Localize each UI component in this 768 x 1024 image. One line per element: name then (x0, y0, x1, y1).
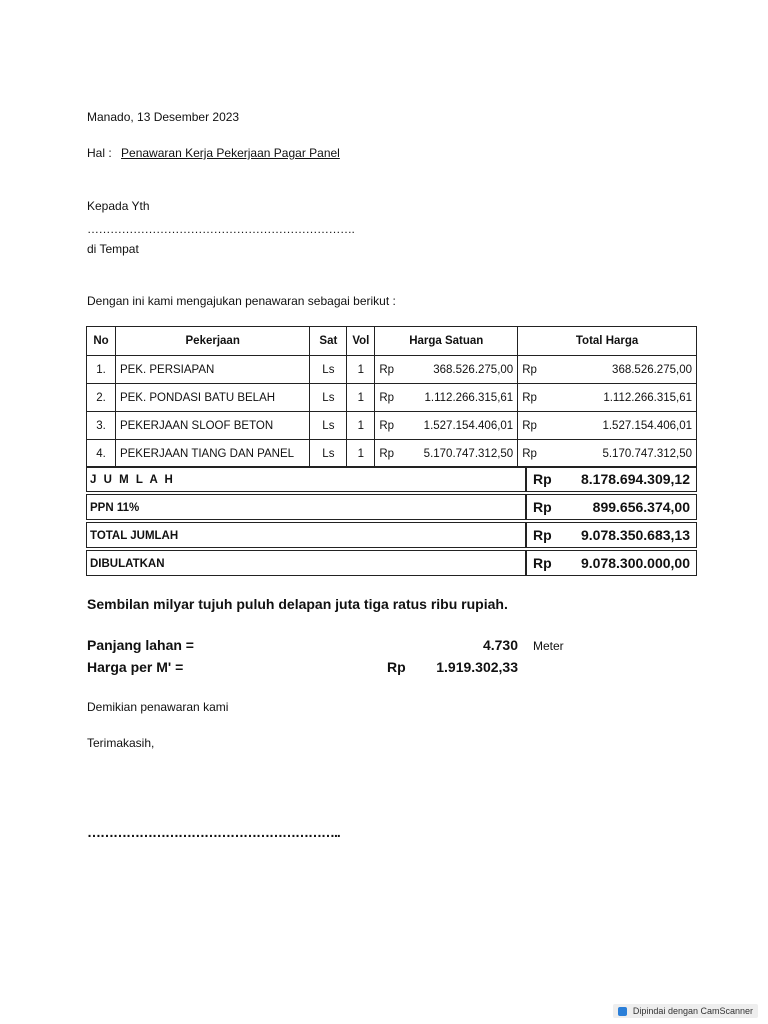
row-harga-rp: Rp (375, 440, 402, 468)
summary-total-jumlah (86, 522, 697, 550)
row-harga: 1.527.154.406,01 (402, 412, 518, 440)
harga-per-meter-label: Harga per M' = (87, 659, 184, 675)
recipient-place: di Tempat (87, 242, 139, 256)
header-total-harga: Total Harga (518, 327, 697, 356)
summary-dibulatkan (86, 550, 697, 578)
summary-ppn (86, 494, 697, 522)
scanner-badge (613, 1004, 758, 1018)
subject-text: Penawaran Kerja Pekerjaan Pagar Panel (121, 146, 340, 160)
row-no: 4. (87, 440, 116, 468)
header-sat: Sat (310, 327, 347, 356)
table-row (87, 384, 697, 412)
summary-rp: Rp (533, 499, 552, 515)
panjang-lahan-label: Panjang lahan = (87, 637, 194, 653)
row-no: 2. (87, 384, 116, 412)
row-no: 1. (87, 356, 116, 384)
summary-value: 8.178.694.309,12 (581, 471, 690, 487)
header-pekerjaan: Pekerjaan (115, 327, 309, 356)
row-sat: Ls (310, 356, 347, 384)
summary-rp: Rp (533, 555, 552, 571)
intro-text: Dengan ini kami mengajukan penawaran sebagai berikut : (87, 294, 396, 308)
row-vol: 1 (347, 356, 375, 384)
header-vol: Vol (347, 327, 375, 356)
row-sat: Ls (310, 412, 347, 440)
summary-value-box (526, 522, 697, 548)
summary-label: J U M L A H (86, 466, 526, 492)
row-sat: Ls (310, 384, 347, 412)
row-total-rp: Rp (518, 440, 545, 468)
summary-jumlah (86, 466, 697, 494)
row-total-rp: Rp (518, 384, 545, 412)
scanner-badge-text: Dipindai dengan CamScanner (632, 1006, 753, 1016)
recipient-heading: Kepada Yth (87, 199, 150, 213)
table-row (87, 356, 697, 384)
row-harga-rp: Rp (375, 384, 402, 412)
closing-text: Demikian penawaran kami (87, 700, 229, 714)
row-pekerjaan: PEK. PERSIAPAN (115, 356, 309, 384)
subject-label: Hal : (87, 146, 112, 160)
row-pekerjaan: PEK. PONDASI BATU BELAH (115, 384, 309, 412)
row-total-rp: Rp (518, 412, 545, 440)
header-harga-satuan: Harga Satuan (375, 327, 518, 356)
summary-rp: Rp (533, 527, 552, 543)
camscanner-icon (618, 1007, 627, 1016)
row-harga-rp: Rp (375, 412, 402, 440)
row-total: 368.526.275,00 (545, 356, 697, 384)
row-total: 1.527.154.406,01 (545, 412, 697, 440)
header-no: No (87, 327, 116, 356)
table-row (87, 412, 697, 440)
summary-value: 9.078.300.000,00 (581, 555, 690, 571)
amount-in-words: Sembilan milyar tujuh puluh delapan juta tiga ratus ribu rupiah. (87, 596, 508, 612)
quotation-table (86, 326, 697, 468)
recipient-dots: ……………………………………………………………. (87, 222, 355, 236)
summary-rp: Rp (533, 471, 552, 487)
summary-label: TOTAL JUMLAH (86, 522, 526, 548)
summary-value-box (526, 550, 697, 576)
row-no: 3. (87, 412, 116, 440)
summary-value-box (526, 466, 697, 492)
row-vol: 1 (347, 440, 375, 468)
row-total-rp: Rp (518, 356, 545, 384)
place-date: Manado, 13 Desember 2023 (87, 110, 240, 124)
thanks-text: Terimakasih, (87, 736, 155, 750)
row-vol: 1 (347, 412, 375, 440)
summary-value-box (526, 494, 697, 520)
harga-per-meter-value: 1.919.302,33 (436, 659, 518, 675)
signature-line: ………………………………………………….. (87, 824, 340, 840)
row-pekerjaan: PEKERJAAN TIANG DAN PANEL (115, 440, 309, 468)
row-total: 5.170.747.312,50 (545, 440, 697, 468)
row-pekerjaan: PEKERJAAN SLOOF BETON (115, 412, 309, 440)
row-sat: Ls (310, 440, 347, 468)
row-harga: 5.170.747.312,50 (402, 440, 518, 468)
row-total: 1.112.266.315,61 (545, 384, 697, 412)
row-harga: 368.526.275,00 (402, 356, 518, 384)
panjang-lahan-value: 4.730 (482, 637, 518, 653)
row-harga-rp: Rp (375, 356, 402, 384)
table-header-row (87, 327, 697, 356)
summary-value: 9.078.350.683,13 (581, 527, 690, 543)
row-vol: 1 (347, 384, 375, 412)
table-row (87, 440, 697, 468)
harga-per-meter-rp: Rp (387, 659, 406, 675)
summary-label: PPN 11% (86, 494, 526, 520)
panjang-lahan-unit: Meter (533, 639, 564, 653)
row-harga: 1.112.266.315,61 (402, 384, 518, 412)
summary-label: DIBULATKAN (86, 550, 526, 576)
summary-value: 899.656.374,00 (592, 499, 690, 515)
subject-line (87, 146, 340, 160)
